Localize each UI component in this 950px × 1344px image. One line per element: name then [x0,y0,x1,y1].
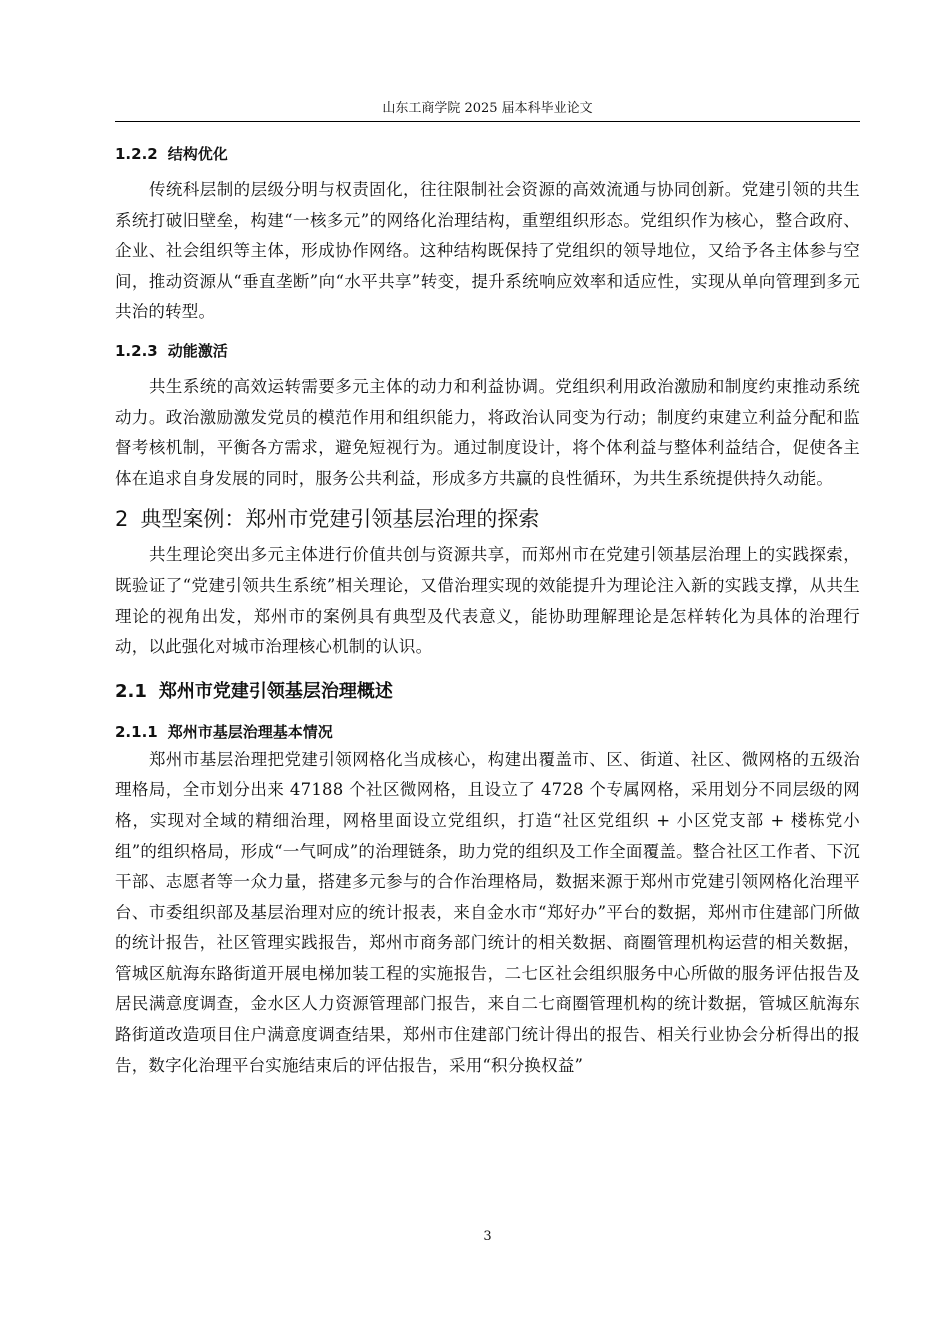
chapter-number: 2 [115,507,129,532]
section-heading-1-2-3 [115,340,860,362]
section-number: 2.1.1 [115,722,158,741]
section-number: 1.2.3 [115,341,158,360]
paragraph-case-intro: 共生理论突出多元主体进行价值共创与资源共享，而郑州市在党建引领基层治理上的实践探索，既验证了“党建引领共生系统”相关理论，又借治理实现的效能提升为理论注入新的实践支撑，从共生理论的视角出发，郑州市的案例具有典型及代表意义，能协助理解理论是怎样转化为具体的治理行动，以此强化对城市治理核心机制的认识。 [115,545,860,657]
running-header: 山东工商学院 2025 届本科毕业论文 [382,101,593,116]
section-heading-1-2-2 [115,143,860,165]
page-number: 3 [483,1229,492,1244]
paragraph-momentum-activation: 共生系统的高效运转需要多元主体的动力和利益协调。党组织利用政治激励和制度约束推动系统动力。政治激励激发党员的模范作用和组织能力，将政治认同变为行动；制度约束建立利益分配和监督考核机制，平衡各方需求，避免短视行为。通过制度设计，将个体利益与整体利益结合，促使各主体在追求自身发展的同时，服务公共利益，形成多方共赢的良性循环，为共生系统提供持久动能。 [115,376,860,488]
page-content [115,143,860,1081]
section-title: 结构优化 [167,145,228,163]
paragraph-structure-optimization: 传统科层制的层级分明与权责固化，往往限制社会资源的高效流通与协同创新。党建引领的共生系统打破旧壁垒，构建“一核多元”的网络化治理结构，重塑组织形态。党组织作为核心，整合政府、企业、社会组织等主体，形成协作网络。这种结构既保持了党组织的领导地位，又给予各主体参与空间，推动资源从“垂直垄断”向“水平共享”转变，提升系统响应效率和适应性，实现从单向管理到多元共治的转型。 [115,180,860,322]
section-title: 郑州市党建引领基层治理概述 [158,680,393,702]
header-rule [115,121,860,122]
section-heading-2-1 [115,679,860,705]
paragraph-basic-situation: 郑州市基层治理把党建引领网格化当成核心，构建出覆盖市、区、街道、社区、微网格的五级治理格局，全市划分出来 47188 个社区微网格，且设立了 4728 个专属网格，采用划分不同层级的网格，实现对全域的精细治理，网格里面设立党组织，打造“社区党组织 + 小区党支部 + 楼栋党小组”的组织格局，形成“一气呵成”的治理链条，助力党的组织及工作全面覆盖。整合社区工作者、下沉干部、志愿者等一众力量，搭建多元参与的合作治理格局，数据来源于郑州市党建引领网格化治理平台、市委组织部及基层治理对应的统计报表，来自金水市“郑好办”平台的数据，郑州市住建部门所做的统计报告，社区管理实践报告，郑州市商务部门统计的相关数据、商圈管理机构运营的相关数据，管城区航海东路街道开展电梯加装工程的实施报告，二七区社会组织服务中心所做的服务评估报告及居民满意度调查，金水区人力资源管理部门报告，来自二七商圈管理机构的统计数据，管城区航海东路街道改造项目住户满意度调查结果，郑州市住建部门统计得出的报告、相关行业协会分析得出的报告，数字化治理平台实施结束后的评估报告，采用“积分换权益” [115,749,860,1075]
section-number: 1.2.2 [115,145,158,163]
section-heading-2-1-1 [115,721,860,743]
section-title: 郑州市基层治理基本情况 [167,722,333,741]
section-title: 动能激活 [167,341,228,360]
chapter-heading-2 [115,504,860,534]
chapter-title: 典型案例：郑州市党建引领基层治理的探索 [140,507,540,532]
section-number: 2.1 [115,680,147,702]
